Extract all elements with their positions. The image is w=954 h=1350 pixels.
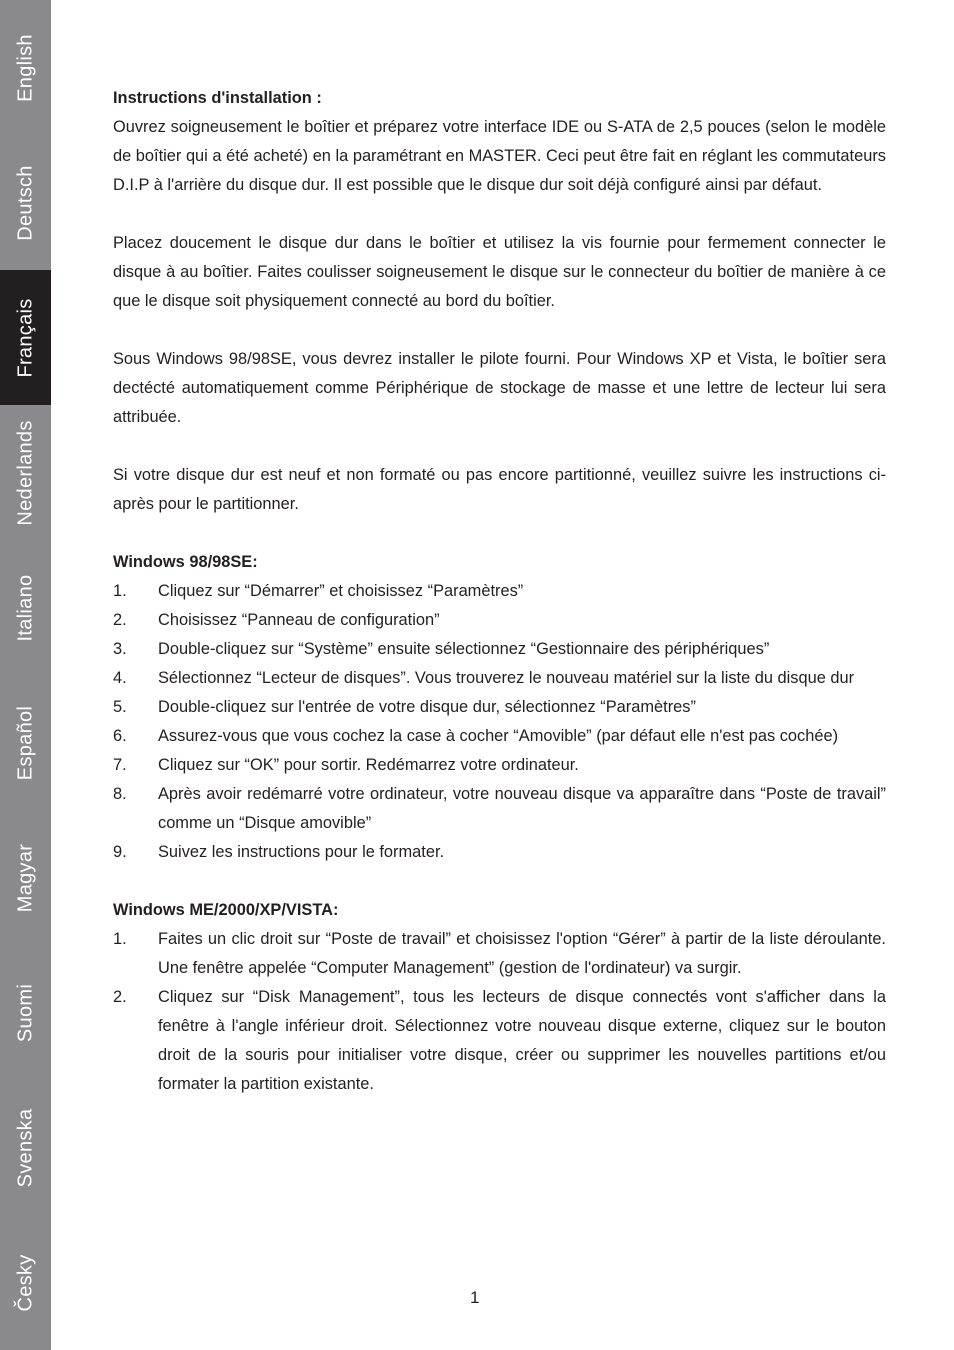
list-item <box>113 693 886 722</box>
list-item <box>113 838 886 867</box>
tab-label: Français <box>14 297 36 378</box>
step-text: Assurez-vous que vous cochez la case à cocher “Amovible” (par défaut elle n'est pas cochée) <box>158 727 839 745</box>
step-number: 1. <box>113 930 127 948</box>
step-text: Cliquez sur “Démarrer” et choisissez “Paramètres” <box>158 582 524 600</box>
step-number: 3. <box>113 640 127 658</box>
tab-label: Suomi <box>14 983 36 1042</box>
step-number: 2. <box>113 611 127 629</box>
section-heading-me: Windows ME/2000/XP/VISTA: <box>113 901 339 919</box>
step-text: Sélectionnez “Lecteur de disques”. Vous trouverez le nouveau matériel sur la liste du disque dur <box>158 669 855 687</box>
step-number: 7. <box>113 756 127 774</box>
step-number: 1. <box>113 582 127 600</box>
step-text: Double-cliquez sur l'entrée de votre disque dur, sélectionnez “Paramètres” <box>158 698 696 716</box>
list-item <box>113 664 886 693</box>
tab-suomi[interactable] <box>0 945 51 1080</box>
tab-espanol[interactable] <box>0 675 51 810</box>
step-text: Cliquez sur “OK” pour sortir. Redémarrez votre ordinateur. <box>158 756 579 774</box>
list-item <box>113 751 886 780</box>
step-text: Après avoir redémarré votre ordinateur, votre nouveau disque va apparaître dans “Poste de travail” comme un “Disque amovible” <box>158 785 886 832</box>
tab-italiano[interactable] <box>0 540 51 675</box>
step-number: 2. <box>113 988 127 1006</box>
tab-deutsch[interactable] <box>0 135 51 270</box>
tab-label: Magyar <box>14 843 36 912</box>
steps-list-98 <box>113 577 886 867</box>
list-item <box>113 925 886 983</box>
tab-svenska[interactable] <box>0 1080 51 1215</box>
paragraph: Sous Windows 98/98SE, vous devrez installer le pilote fourni. Pour Windows XP et Vista, le boîtier sera dectécté automatiquement comme Périphérique de stockage de masse et une lettre de lecteur lui sera attribuée. <box>113 350 886 426</box>
step-number: 9. <box>113 843 127 861</box>
list-item <box>113 722 886 751</box>
tab-magyar[interactable] <box>0 810 51 945</box>
list-item <box>113 577 886 606</box>
step-text: Cliquez sur “Disk Management”, tous les lecteurs de disque connectés vont s'afficher dans la fenêtre à l'angle inférieur droit. Sélectionnez votre nouveau disque externe, cliquez sur le bouton droit de la souris pour initialiser votre disque, créer ou supprimer les nouvelles partitions et/ou formater la partition existante. <box>158 988 886 1093</box>
paragraph: Si votre disque dur est neuf et non formaté ou pas encore partitionné, veuillez suivre les instructions ci-après pour le partitionner. <box>113 466 886 513</box>
tab-label: Česky <box>14 1253 36 1312</box>
tab-nederlands[interactable] <box>0 405 51 540</box>
paragraph: Ouvrez soigneusement le boîtier et préparez votre interface IDE ou S-ATA de 2,5 pouces (selon le modèle de boîtier qui a été acheté) en la paramétrant en MASTER. Ceci peut être fait en réglant les commutateurs D.I.P à l'arrière du disque dur. Il est possible que le disque dur soit déjà configuré ainsi par défaut. <box>113 118 886 194</box>
step-text: Choisissez “Panneau de configuration” <box>158 611 440 629</box>
tab-label: Nederlands <box>14 419 36 526</box>
tab-francais[interactable] <box>0 270 51 405</box>
document-body <box>113 84 886 1099</box>
paragraph: Placez doucement le disque dur dans le boîtier et utilisez la vis fournie pour fermement connecter le disque à au boîtier. Faites coulisser soigneusement le disque sur le connecteur du boîtier de manière à ce que le disque soit physiquement connecté au bord du boîtier. <box>113 234 886 310</box>
section-heading-98: Windows 98/98SE: <box>113 553 258 571</box>
tab-cesky[interactable] <box>0 1215 51 1350</box>
tab-label: English <box>14 33 36 102</box>
steps-list-me <box>113 925 886 1099</box>
tab-label: Español <box>14 705 36 780</box>
list-item <box>113 780 886 838</box>
step-text: Double-cliquez sur “Système” ensuite sélectionnez “Gestionnaire des périphériques” <box>158 640 770 658</box>
step-number: 4. <box>113 669 127 687</box>
step-text: Suivez les instructions pour le formater. <box>158 843 445 861</box>
page-number: 1 <box>470 1288 480 1307</box>
step-number: 8. <box>113 785 127 803</box>
step-text: Faites un clic droit sur “Poste de travail” et choisissez l'option “Gérer” à partir de la liste déroulante. Une fenêtre appelée “Computer Management” (gestion de l'ordinateur) va surgir. <box>158 930 886 977</box>
tab-label: Italiano <box>14 574 36 641</box>
language-sidebar <box>0 0 51 1350</box>
step-number: 6. <box>113 727 127 745</box>
list-item <box>113 606 886 635</box>
step-number: 5. <box>113 698 127 716</box>
tab-label: Deutsch <box>14 164 36 241</box>
list-item <box>113 983 886 1099</box>
tab-label: Svenska <box>14 1108 36 1187</box>
tab-english[interactable] <box>0 0 51 135</box>
list-item <box>113 635 886 664</box>
page-title: Instructions d'installation : <box>113 89 322 107</box>
